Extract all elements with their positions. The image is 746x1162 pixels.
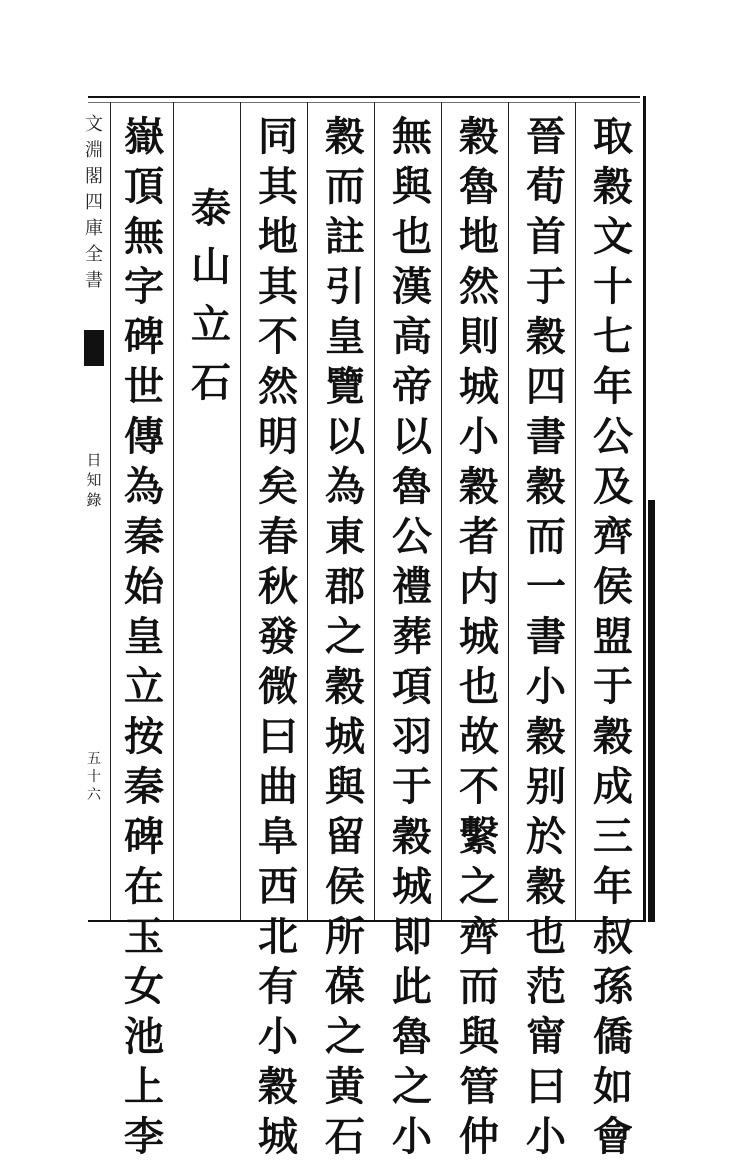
section-heading-column [188,180,234,412]
margin-char: 十 [87,769,101,785]
text-char: 矣 [258,463,298,510]
text-char: 魯 [392,1013,432,1060]
text-char: 北 [258,913,298,960]
text-char: 葬 [392,613,432,660]
text-char: 城 [392,863,432,910]
text-char: 魯 [392,463,432,510]
text-char: 傳 [124,413,164,460]
text-char: 覽 [325,363,365,410]
text-char: 以 [392,413,432,460]
text-column-2 [523,112,569,1160]
text-char: 地 [459,213,499,260]
text-char: 魯 [459,163,499,210]
text-char: 所 [325,913,365,960]
text-char: 侯 [325,863,365,910]
column-rule [374,102,375,920]
text-char: 東 [325,513,365,560]
text-char: 穀 [526,313,566,360]
text-char: 碑 [124,813,164,860]
text-char: 穀 [392,813,432,860]
text-char: 之 [325,613,365,660]
text-char: 在 [124,863,164,910]
text-char: 西 [258,863,298,910]
text-char: 成 [593,763,633,810]
text-char: 年 [593,363,633,410]
text-char: 不 [258,313,298,360]
text-char: 仲 [459,1113,499,1160]
text-char: 世 [124,363,164,410]
text-char: 此 [392,963,432,1010]
text-char: 穀 [258,1063,298,1110]
text-char: 其 [258,263,298,310]
column-rule [575,102,576,920]
text-char: 以 [325,413,365,460]
text-char: 同 [258,113,298,160]
text-char: 小 [459,413,499,460]
text-char: 與 [459,1013,499,1060]
text-char: 無 [392,113,432,160]
text-char: 孫 [593,963,633,1010]
text-char: 文 [593,213,633,260]
text-char: 穀 [325,113,365,160]
text-char: 城 [325,713,365,760]
text-char: 秦 [124,513,164,560]
text-char: 于 [392,763,432,810]
text-char: 小 [258,1013,298,1060]
text-char: 叔 [593,913,633,960]
section-heading-char: 立 [191,301,231,348]
text-char: 引 [325,263,365,310]
text-char: 之 [325,1013,365,1060]
text-char: 書 [526,613,566,660]
text-char: 管 [459,1063,499,1110]
text-char: 池 [124,1013,164,1060]
text-char: 不 [459,763,499,810]
margin-char: 庫 [85,218,103,239]
text-char: 小 [526,663,566,710]
column-rule [508,102,509,920]
margin-page-number [86,750,102,804]
text-char: 城 [258,1113,298,1160]
section-heading-char: 山 [191,243,231,290]
text-char: 盟 [593,613,633,660]
text-char: 玉 [124,913,164,960]
text-char: 穀 [593,713,633,760]
text-char: 然 [459,263,499,310]
text-char: 阜 [258,813,298,860]
text-char: 按 [124,713,164,760]
text-char: 故 [459,713,499,760]
text-char: 四 [526,363,566,410]
column-rule [240,102,241,920]
text-char: 穀 [526,713,566,760]
text-char: 註 [325,213,365,260]
text-char: 會 [593,1113,633,1160]
text-char: 其 [258,163,298,210]
text-char: 公 [593,413,633,460]
frame-right-border [643,96,646,922]
text-char: 内 [459,563,499,610]
text-char: 十 [593,263,633,310]
text-char: 上 [124,1063,164,1110]
text-char: 城 [459,363,499,410]
text-char: 皇 [124,613,164,660]
text-char: 穀 [325,663,365,710]
text-char: 而 [526,513,566,560]
text-char: 為 [124,463,164,510]
text-column-3 [456,112,502,1160]
text-char: 者 [459,513,499,560]
text-char: 七 [593,313,633,360]
text-char: 穀 [593,163,633,210]
text-char: 繫 [459,813,499,860]
text-column-5 [322,112,368,1160]
text-char: 秦 [124,763,164,810]
text-char: 李 [124,1113,164,1160]
text-column-6 [255,112,301,1160]
text-char: 碑 [124,313,164,360]
margin-char: 錄 [86,491,102,509]
margin-char: 書 [85,270,103,291]
margin-series-title [84,112,104,294]
margin-char: 六 [87,787,101,803]
text-char: 秋 [258,563,298,610]
text-char: 穀 [526,463,566,510]
text-char: 皇 [325,313,365,360]
text-char: 也 [526,913,566,960]
text-char: 如 [593,1063,633,1110]
text-char: 而 [325,163,365,210]
text-char: 穀 [526,863,566,910]
text-char: 侯 [593,563,633,610]
text-char: 曲 [258,763,298,810]
text-char: 為 [325,463,365,510]
text-char: 地 [258,213,298,260]
margin-char: 日 [86,451,102,469]
text-char: 嶽 [124,113,164,160]
frame-top-inner-border [88,102,640,103]
text-char: 穀 [459,113,499,160]
text-char: 荀 [526,163,566,210]
text-char: 微 [258,663,298,710]
thick-side-rule [648,500,655,922]
margin-char: 四 [85,192,103,213]
text-char: 也 [392,213,432,260]
text-char: 字 [124,263,164,310]
text-char: 僑 [593,1013,633,1060]
text-char: 取 [593,113,633,160]
text-char: 郡 [325,563,365,610]
text-char: 曰 [258,713,298,760]
text-char: 與 [392,163,432,210]
text-char: 發 [258,613,298,660]
margin-char: 文 [85,114,103,135]
text-char: 始 [124,563,164,610]
text-char: 則 [459,313,499,360]
text-char: 無 [124,213,164,260]
text-column-4 [389,112,435,1160]
column-rule [441,102,442,920]
text-char: 石 [325,1113,365,1160]
text-char: 城 [459,613,499,660]
margin-char: 淵 [85,140,103,161]
text-char: 漢 [392,263,432,310]
text-char: 高 [392,313,432,360]
text-char: 年 [593,863,633,910]
text-char: 也 [459,663,499,710]
text-char: 于 [593,663,633,710]
text-char: 女 [124,963,164,1010]
column-rule [307,102,308,920]
margin-black-block [84,330,104,366]
text-char: 一 [526,563,566,610]
text-char: 齊 [593,513,633,560]
text-char: 之 [459,863,499,910]
text-char: 有 [258,963,298,1010]
text-char: 與 [325,763,365,810]
text-char: 即 [392,913,432,960]
margin-char: 知 [86,471,102,489]
text-char: 之 [392,1063,432,1110]
text-char: 小 [526,1113,566,1160]
text-char: 及 [593,463,633,510]
text-column-8 [121,112,167,1160]
text-column-1 [590,112,636,1160]
margin-divider [110,102,111,920]
section-heading-char: 石 [191,359,231,406]
text-char: 留 [325,813,365,860]
text-char: 别 [526,763,566,810]
text-char: 首 [526,213,566,260]
text-char: 晉 [526,113,566,160]
column-rule [173,102,174,920]
text-char: 春 [258,513,298,560]
text-char: 然 [258,363,298,410]
text-char: 項 [392,663,432,710]
frame-top-border [88,96,640,98]
text-char: 小 [392,1113,432,1160]
text-char: 書 [526,413,566,460]
text-char: 頂 [124,163,164,210]
text-char: 穀 [459,463,499,510]
text-char: 黄 [325,1063,365,1110]
text-char: 曰 [526,1063,566,1110]
margin-book-title [86,450,102,510]
text-char: 禮 [392,563,432,610]
text-char: 齊 [459,913,499,960]
margin-char: 五 [87,751,101,767]
text-char: 於 [526,813,566,860]
text-char: 帝 [392,363,432,410]
margin-char: 全 [85,244,103,265]
text-char: 三 [593,813,633,860]
text-char: 范 [526,963,566,1010]
text-char: 而 [459,963,499,1010]
text-char: 葆 [325,963,365,1010]
text-char: 羽 [392,713,432,760]
section-heading-char: 泰 [191,185,231,232]
text-char: 公 [392,513,432,560]
text-char: 立 [124,663,164,710]
text-char: 甯 [526,1013,566,1060]
text-char: 明 [258,413,298,460]
margin-char: 閣 [85,166,103,187]
text-char: 于 [526,263,566,310]
